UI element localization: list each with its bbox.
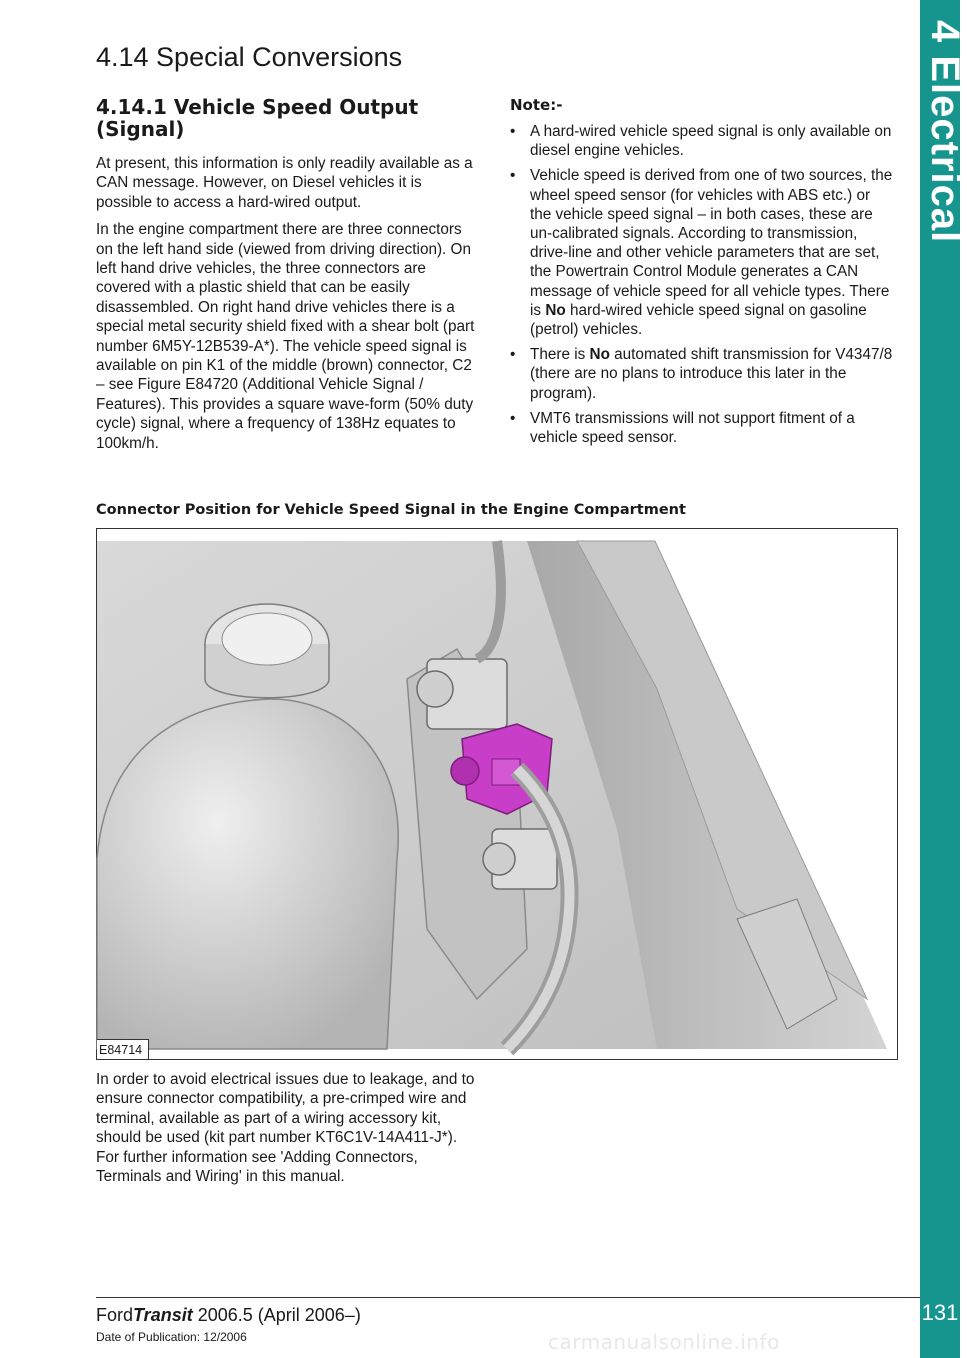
note-item: • VMT6 transmissions will not support fitment of a vehicle speed sensor. bbox=[510, 409, 855, 447]
bullet-icon: • bbox=[510, 346, 516, 364]
engine-compartment-illustration bbox=[97, 529, 897, 1059]
wiring-kit-paragraph: In order to avoid electrical issues due to leakage, and to ensure connector compatibility, a pre-crimped wire and terminal, available as part of a wiring accessory kit, should be used (kit part number KT6C1V-14A411-J*). For further information see 'Adding Connectors, Terminals and Wiring' in this manual. bbox=[96, 1071, 475, 1186]
left-column bbox=[96, 96, 480, 461]
note-item: • There is No automated shift transmission for V4347/8 (there are no plans to introduce this later in the program). bbox=[510, 346, 893, 402]
section-title: 4.14 Special Conversions bbox=[96, 42, 403, 72]
publication-date: Date of Publication: 12/2006 bbox=[96, 1330, 247, 1344]
figure-id-label: E84714 bbox=[97, 1039, 149, 1059]
intro-paragraph: At present, this information is only readily available as a CAN message. However, on Diesel vehicles it is possible to access a hard-wired output. bbox=[96, 155, 473, 211]
footer-edition: 2006.5 (April 2006–) bbox=[192, 1305, 361, 1325]
footer-title bbox=[96, 1305, 361, 1326]
bullet-icon: • bbox=[510, 409, 516, 427]
footer-divider bbox=[96, 1297, 920, 1298]
section-side-tab bbox=[920, 0, 967, 1358]
note-item: • Vehicle speed is derived from one of two sources, the wheel speed sensor (for vehicles with ABS etc.) or the vehicle speed signal – in both cases, these are un-calibrated signals. According to transmission, drive-line and other vehicle parameters that are set, the Powertrain Control Module generates a CAN message of vehicle speed for all vehicle types. There is No hard-wired vehicle speed signal on gasoline (petrol) vehicles. bbox=[510, 167, 893, 339]
bullet-icon: • bbox=[510, 167, 516, 185]
footer-model: Transit bbox=[133, 1305, 193, 1325]
page-number: 131 bbox=[921, 1300, 959, 1325]
engine-compartment-figure bbox=[96, 528, 898, 1060]
notes-list bbox=[510, 122, 894, 447]
subsection-heading: 4.14.1 Vehicle Speed Output (Signal) bbox=[96, 95, 419, 141]
note-item: • A hard-wired vehicle speed signal is only available on diesel engine vehicles. bbox=[510, 123, 892, 160]
bullet-icon: • bbox=[510, 123, 516, 140]
connector-paragraph: In the engine compartment there are three connectors on the left hand side (viewed from driving direction). On left hand drive vehicles, the three connectors are covered with a plastic shield that can be easily disassembled. On right hand drive vehicles there is a special metal security shield fixed with a shear bolt (part number 6M5Y-12B539-A*). The vehicle speed signal is available on pin K1 of the middle (brown) connector, C2 – see Figure E84720 (Additional Vehicle Signal / Features). This provides a square wave-form (50% duty cycle) signal, where a frequency of 138Hz equates to 100km/h. bbox=[96, 221, 475, 452]
footer-brand: Ford bbox=[96, 1305, 134, 1325]
lower-connector bbox=[483, 829, 557, 889]
right-column bbox=[510, 96, 894, 453]
note-title: Note:- bbox=[510, 96, 563, 114]
side-tab-label: 4 Electrical bbox=[923, 20, 967, 244]
upper-connector bbox=[417, 659, 507, 729]
figure-caption: Connector Position for Vehicle Speed Signal in the Engine Compartment bbox=[96, 502, 686, 518]
watermark: carmanualsonline.info bbox=[548, 1330, 780, 1354]
